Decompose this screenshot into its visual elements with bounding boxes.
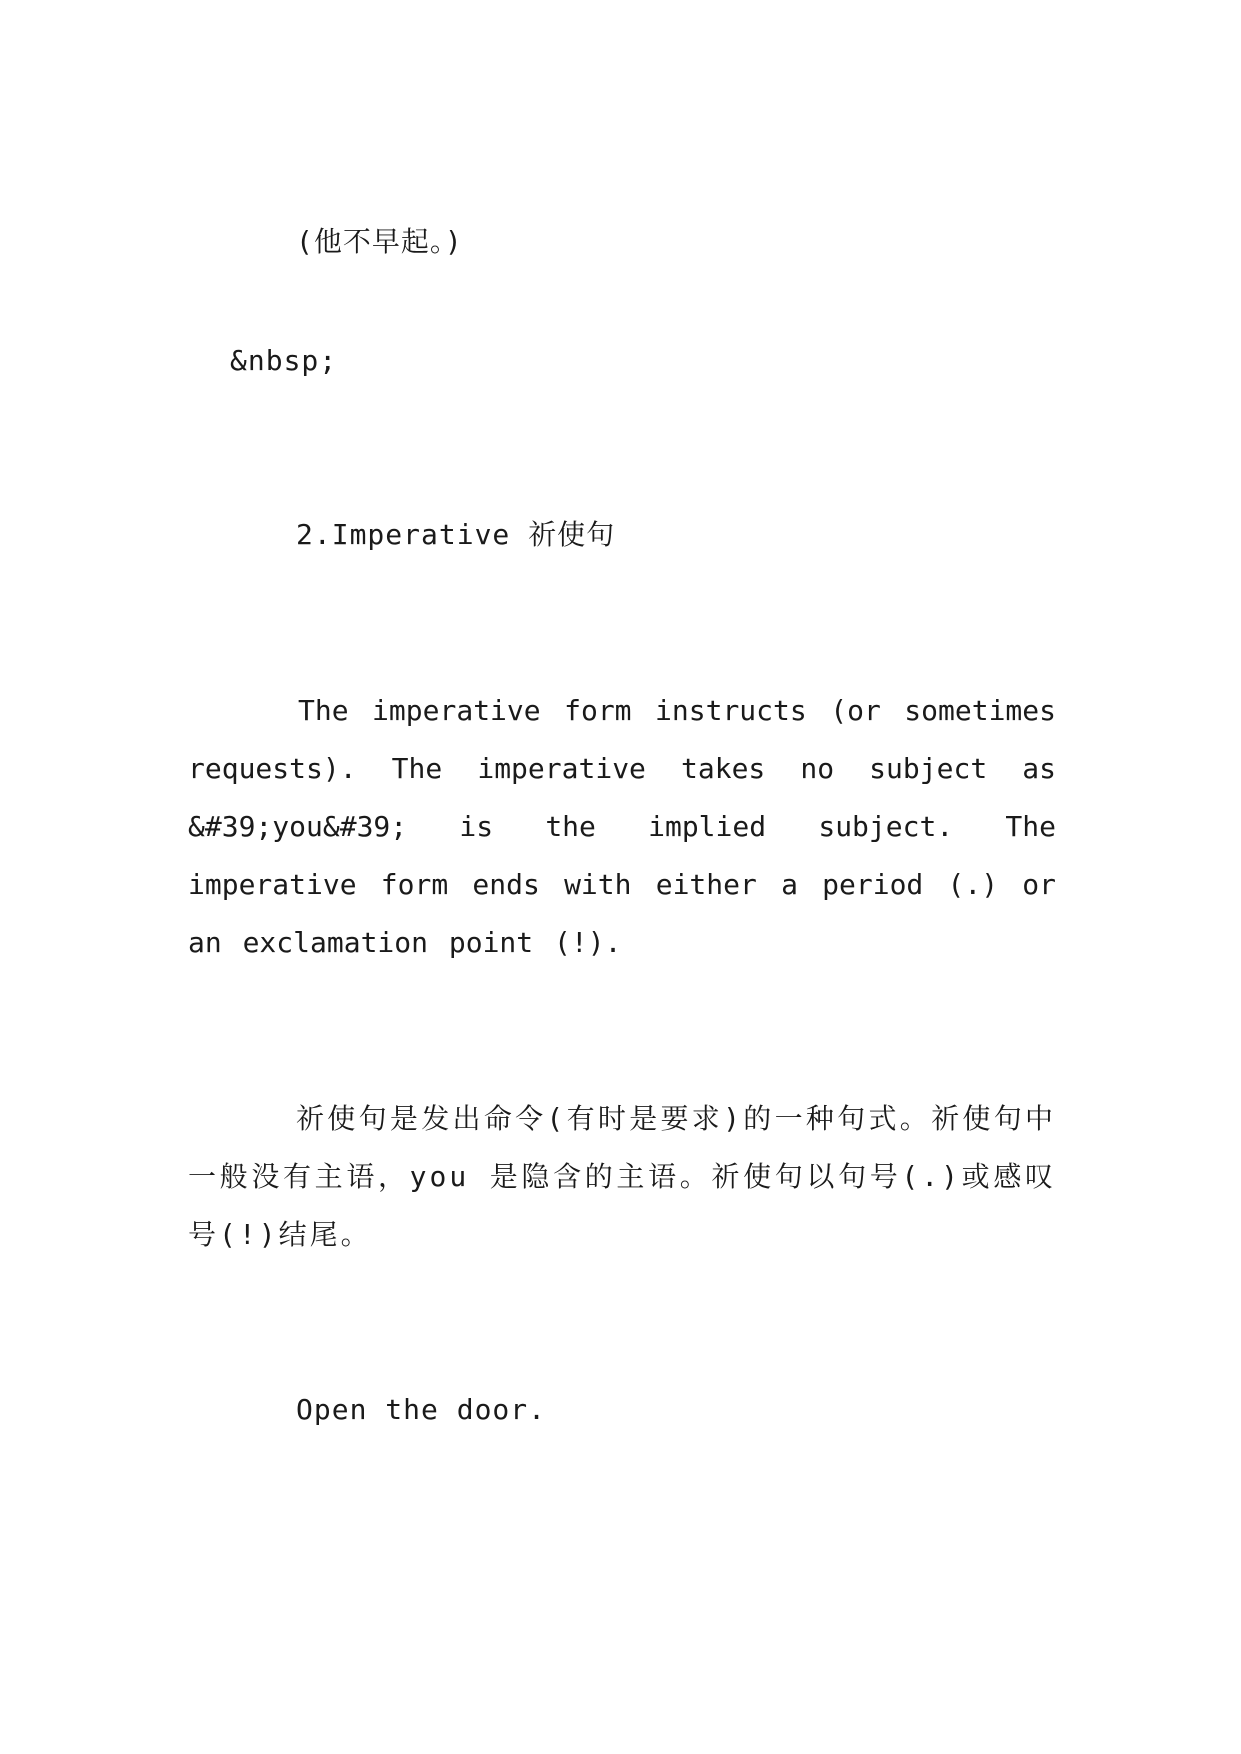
example-sentence: Open the door. (296, 1393, 547, 1426)
nbsp-entity-line: &nbsp; (230, 344, 338, 377)
section-heading: 2.Imperative 祈使句 (296, 518, 616, 551)
translation-line: (他不早起。) (296, 225, 463, 258)
chinese-paragraph: 祈使句是发出命令(有时是要求)的一种句式。祈使句中一般没有主语，you 是隐含的主语。祈使句以句号(.)或感叹号(!)结尾。 (188, 1102, 1056, 1251)
english-paragraph: The imperative form instructs (or sometimes requests). The imperative takes no subject as &#39;you&#39; is the implied subject. The imperative form ends with either a period (.) or an exclamation point (!). (188, 694, 1056, 959)
